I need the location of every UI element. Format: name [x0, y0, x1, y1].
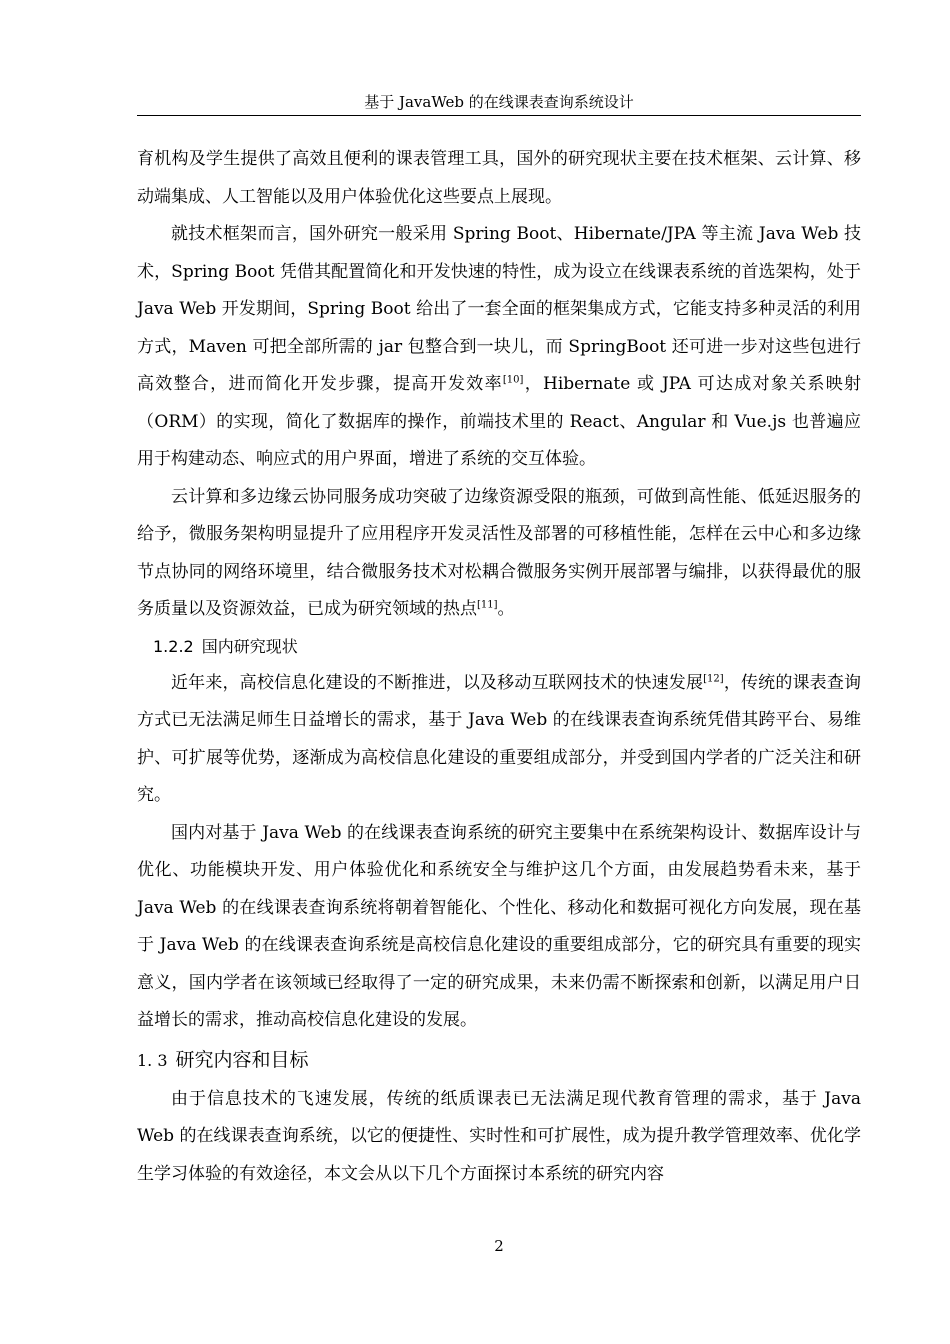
header-rule — [137, 115, 861, 116]
running-header: 基于 JavaWeb 的在线课表查询系统设计 — [364, 93, 634, 111]
paragraph-continued: 育机构及学生提供了高效且便利的课表管理工具，国外的研究现状主要在技术框架、云计算、移动端集成、人工智能以及用户体验优化这些要点上展现。 — [137, 149, 861, 207]
paragraph-research-content: 由于信息技术的飞速发展，传统的纸质课表已无法满足现代教育管理的需求，基于 Java Web 的在线课表查询系统，以它的便捷性、实时性和可扩展性，成为提升教学管理效率、优化学生学习体验的有效途径，本文会从以下几个方面探讨本系统的研究内容 — [137, 1088, 861, 1184]
paragraph-text: 。 — [497, 599, 515, 619]
section-title: 研究内容和目标 — [175, 1048, 309, 1071]
citation-ref: [10] — [502, 374, 524, 386]
section-number: 1.2.2 — [153, 636, 194, 656]
section-heading-1-2-2 — [137, 629, 861, 665]
paragraph-text: 近年来，高校信息化建设的不断推进，以及移动互联网技术的快速发展 — [171, 672, 704, 693]
section-heading-1-3 — [137, 1040, 861, 1081]
section-number: 1. 3 — [137, 1050, 168, 1070]
paragraph-domestic-research: 国内对基于 Java Web 的在线课表查询系统的研究主要集中在系统架构设计、数据库设计与优化、功能模块开发、用户体验优化和系统安全与维护这几个方面，由发展趋势看未来，基于 Java Web 的在线课表查询系统将朝着智能化、个性化、移动化和数据可视化方向发展，现在基于 Java Web 的在线课表查询系统是高校信息化建设的重要组成部分，它的研究具有重要的现实意义，国内学者在该领域已经取得了一定的研究成果，未来仍需不断探索和创新，以满足用户日益增长的需求，推动高校信息化建设的发展。 — [137, 822, 861, 1030]
page-body — [137, 141, 861, 1193]
paragraph-text: ，传统的课表查询方式已无法满足师生日益增长的需求，基于 Java Web 的在线课表查询系统凭借其跨平台、易维护、可扩展等优势，逐渐成为高校信息化建设的重要组成部分，并受到国内学者的广泛关注和研究。 — [137, 672, 861, 805]
paragraph-text: 云计算和多边缘云协同服务成功突破了边缘资源受限的瓶颈，可做到高性能、低延迟服务的给予，微服务架构明显提升了应用程序开发灵活性及部署的可移植性能，怎样在云中心和多边缘节点协同的网络环境里，结合微服务技术对松耦合微服务实例开展部署与编排，以获得最优的服务质量以及资源效益，已成为研究领域的热点 — [137, 486, 861, 619]
section-title: 国内研究现状 — [201, 636, 298, 656]
page-number: 2 — [494, 1237, 504, 1255]
citation-ref: [11] — [477, 599, 498, 611]
paragraph-cloud-computing — [137, 479, 861, 629]
paragraph-text: ，Hibernate 或 JPA 可达成对象关系映射（ORM）的实现，简化了数据库的操作，前端技术里的 React、Angular 和 Vue.js 也普遍应用于构建动态、响应式的用户界面，增进了系统的交互体验。 — [137, 374, 861, 469]
citation-ref: [12] — [703, 672, 724, 684]
paragraph-domestic-intro — [137, 665, 861, 815]
paragraph-text: 就技术框架而言，国外研究一般采用 Spring Boot、Hibernate/JPA 等主流 Java Web 技术，Spring Boot 凭借其配置简化和开发快速的特性，成为设立在线课表系统的首选架构，处于 Java Web 开发期间，Spring Boot 给出了一套全面的框架集成方式，它能支持多种灵活的利用方式，Maven 可把全部所需的 jar 包整合到一块儿，而 SpringBoot 还可进一步对这些包进行高效整合，进而简化开发步骤，提高开发效率 — [137, 224, 861, 394]
paragraph-tech-framework — [137, 216, 861, 479]
